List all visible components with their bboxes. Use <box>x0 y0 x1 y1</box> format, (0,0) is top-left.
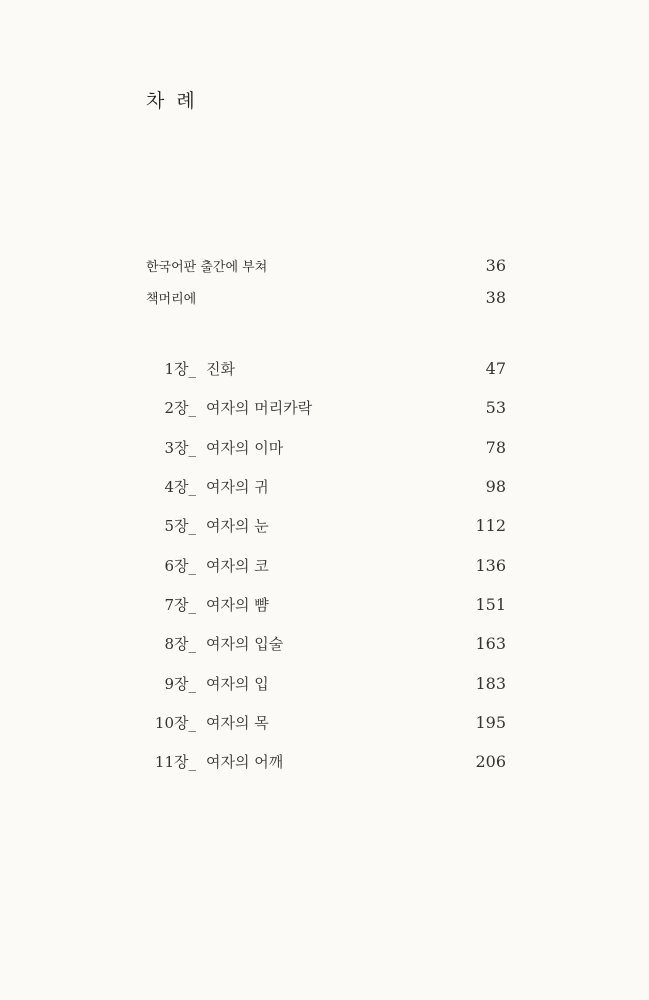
chapter-title: 여자의 목 <box>206 713 269 732</box>
page-number: 38 <box>485 288 506 307</box>
page-number: 47 <box>485 359 506 379</box>
chapter-number: 1장_ <box>164 360 196 379</box>
chapter-title: 여자의 이마 <box>206 438 284 457</box>
chapter-entry[interactable] <box>146 506 506 545</box>
chapter-title: 여자의 귀 <box>206 478 269 497</box>
page-number: 98 <box>485 477 506 497</box>
chapter-entry[interactable] <box>146 703 506 742</box>
chapter-title: 여자의 눈 <box>206 517 269 536</box>
chapter-entry[interactable] <box>146 585 506 624</box>
page-number: 136 <box>475 555 506 575</box>
chapter-number: 7장_ <box>164 595 196 614</box>
page-number: 53 <box>485 398 506 418</box>
chapter-number: 3장_ <box>164 438 196 457</box>
front-matter-entry[interactable] <box>146 256 506 275</box>
chapter-entry[interactable] <box>146 349 506 388</box>
chapter-entry[interactable] <box>146 388 506 427</box>
page-number: 78 <box>485 437 506 457</box>
page-number: 195 <box>475 712 506 732</box>
page-number: 183 <box>475 673 506 693</box>
page-title: 차 례 <box>146 90 198 112</box>
chapter-title: 진화 <box>206 360 235 379</box>
chapter-title: 여자의 머리카락 <box>206 399 313 418</box>
page-number: 112 <box>475 516 506 536</box>
chapter-title: 여자의 입술 <box>206 635 284 654</box>
chapter-title: 여자의 입 <box>206 674 269 693</box>
front-matter-entry[interactable] <box>146 288 506 307</box>
chapter-title: 여자의 어깨 <box>206 753 284 772</box>
page-number: 151 <box>475 594 506 614</box>
page-number: 36 <box>485 256 506 275</box>
entry-title: 한국어판 출간에 부쳐 <box>146 260 268 275</box>
chapter-title: 여자의 뺨 <box>206 595 269 614</box>
entry-title: 책머리에 <box>146 292 197 307</box>
chapter-number: 10장_ <box>154 713 196 732</box>
chapter-title: 여자의 코 <box>206 556 269 575</box>
chapter-entry[interactable] <box>146 428 506 467</box>
chapter-entry[interactable] <box>146 742 506 781</box>
chapter-number: 11장_ <box>154 753 196 772</box>
chapter-entry[interactable] <box>146 663 506 702</box>
chapter-entry[interactable] <box>146 624 506 663</box>
chapter-number: 2장_ <box>164 399 196 418</box>
chapter-number: 8장_ <box>164 635 196 654</box>
chapter-list <box>146 349 506 781</box>
chapter-number: 4장_ <box>164 478 196 497</box>
chapter-number: 5장_ <box>164 517 196 536</box>
chapter-number: 9장_ <box>164 674 196 693</box>
chapter-entry[interactable] <box>146 467 506 506</box>
chapter-number: 6장_ <box>164 556 196 575</box>
page-number: 163 <box>475 634 506 654</box>
chapter-entry[interactable] <box>146 545 506 584</box>
page-number: 206 <box>475 752 506 772</box>
